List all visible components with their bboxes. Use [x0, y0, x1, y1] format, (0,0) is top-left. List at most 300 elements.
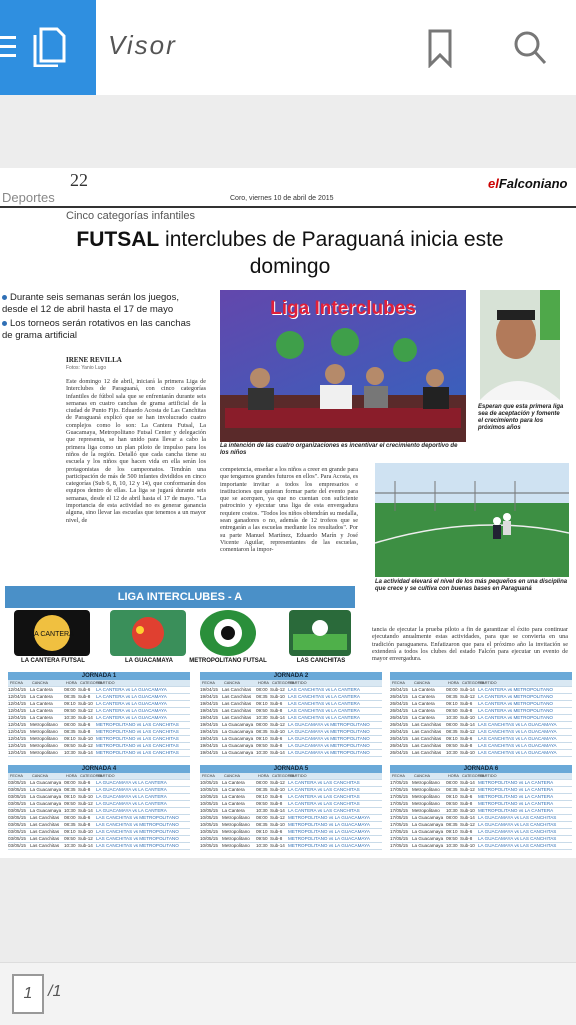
table-cell: La Cantera	[222, 780, 245, 785]
table-cell: 19/04/15	[200, 701, 218, 706]
table-row	[390, 801, 572, 808]
menu-icon[interactable]	[0, 36, 16, 58]
table-cell: Sub-12	[460, 729, 475, 734]
table-cell: Sub-10	[78, 701, 93, 706]
article-headline: FUTSAL interclubes de Paraguaná inicia este domingo	[76, 228, 504, 278]
table-row	[200, 780, 382, 787]
table-cell: LA CANTERA vs LA GUACAMAYA	[96, 708, 167, 713]
table-cell: Sub-10	[78, 794, 93, 799]
table-cell: 10/05/15	[200, 836, 218, 841]
schedule-title: JORNADA 5	[200, 765, 382, 773]
table-cell: Metropolitano	[412, 801, 440, 806]
table-cell: 17/05/15	[390, 780, 408, 785]
table-cell: 09:10	[64, 829, 76, 834]
table-cell: 09:50	[256, 836, 268, 841]
table-cell: La Cantera	[412, 708, 435, 713]
table-cell: Sub-10	[460, 750, 475, 755]
table-cell: 09:10	[256, 829, 268, 834]
table-cell: Sub-12	[78, 801, 93, 806]
table-row	[390, 750, 572, 757]
table-cell: 08:00	[64, 780, 76, 785]
table-row	[8, 822, 190, 829]
table-cell: Sub-14	[78, 808, 93, 813]
table-cell: La Cantera	[222, 794, 245, 799]
table-cell: Sub-6	[78, 780, 91, 785]
table-cell: 03/05/15	[8, 794, 26, 799]
schedule-table	[390, 765, 572, 850]
table-cell: Sub-14	[270, 750, 285, 755]
table-cell: 12/04/15	[8, 736, 26, 741]
table-cell: 10:30	[446, 843, 458, 848]
table-cell: METROPOLITANO vs LA GUACAMAYA	[288, 815, 370, 820]
table-cell: Sub-14	[270, 715, 285, 720]
table-cell: 12/04/15	[8, 687, 26, 692]
newspaper-logo: elFalconiano	[488, 176, 568, 191]
table-cell: 03/05/15	[8, 829, 26, 834]
table-cell: 12/04/15	[8, 694, 26, 699]
table-cell: La Cantera	[412, 701, 435, 706]
table-cell: Sub-6	[270, 701, 283, 706]
table-cell: LA CANTERA vs METROPOLITANO	[478, 687, 553, 692]
table-cell: Sub-12	[78, 743, 93, 748]
table-row	[390, 780, 572, 787]
table-cell: 09:50	[64, 743, 76, 748]
table-cell: Las Canchitas	[222, 694, 252, 699]
table-cell: LAS CANCHITAS vs LA GUACAMAYA	[478, 736, 557, 741]
table-cell: Sub-8	[460, 801, 473, 806]
table-cell: LA CANTERA vs LA GUACAMAYA	[96, 694, 167, 699]
banner-text: Liga Interclubes	[270, 298, 416, 319]
column-header: PARTIDO	[290, 774, 307, 778]
table-cell: La Guacamaya	[412, 829, 444, 834]
schedule-table	[8, 765, 190, 850]
table-cell: 26/04/15	[390, 729, 408, 734]
table-row	[8, 801, 190, 808]
table-row	[8, 701, 190, 708]
app-toolbar	[0, 0, 576, 96]
table-row	[200, 722, 382, 729]
table-cell: 19/04/15	[200, 694, 218, 699]
table-cell: 09:50	[256, 708, 268, 713]
photo-caption: La intención de las cuatro organizaciones es incentivar el crecimiento deportivo de los niños	[220, 443, 458, 456]
table-cell: 09:10	[446, 736, 458, 741]
table-cell: 26/04/15	[390, 722, 408, 727]
table-cell: 08:00	[256, 687, 268, 692]
table-cell: LA CANTERA vs LAS CANCHITAS	[288, 780, 360, 785]
table-cell: 08:00	[446, 780, 458, 785]
table-cell: Metropolitano	[30, 736, 58, 741]
table-cell: LA CANTERA vs LA GUACAMAYA	[96, 701, 167, 706]
table-cell: LA GUACAMAYA vs LAS CANCHITAS	[478, 843, 557, 848]
table-row	[8, 843, 190, 850]
table-cell: LA CANTERA vs METROPOLITANO	[478, 715, 553, 720]
table-cell: Sub-10	[270, 822, 285, 827]
table-cell: 26/04/15	[390, 743, 408, 748]
table-cell: 09:50	[446, 801, 458, 806]
table-row	[390, 729, 572, 736]
table-cell: La Guacamaya	[412, 836, 444, 841]
team-name: LA CANTERA FUTSAL	[21, 658, 85, 664]
table-cell: 19/04/15	[200, 708, 218, 713]
schedule-title: JORNADA 2	[200, 672, 382, 680]
table-cell: 08:35	[256, 787, 268, 792]
table-cell: Metropolitano	[30, 722, 58, 727]
table-cell: 08:00	[256, 780, 268, 785]
table-cell: LA CANTERA vs METROPOLITANO	[478, 701, 553, 706]
table-cell: LA CANTERA vs METROPOLITANO	[478, 694, 553, 699]
table-cell: Las Canchitas	[222, 701, 252, 706]
table-cell: 08:00	[446, 687, 458, 692]
table-cell: Sub-8	[270, 801, 283, 806]
table-cell: 10:30	[446, 808, 458, 813]
column-header: HORA	[448, 774, 459, 778]
issue-date: Coro, viernes 10 de abril de 2015	[230, 195, 334, 202]
table-cell: LA GUACAMAYA vs LA CANTERA	[96, 801, 167, 806]
table-cell: 19/04/15	[200, 722, 218, 727]
table-cell: METROPOLITANO vs LAS CANCHITAS	[96, 722, 179, 727]
table-cell: 26/04/15	[390, 736, 408, 741]
table-row	[200, 743, 382, 750]
table-cell: METROPOLITANO vs LAS CANCHITAS	[96, 729, 179, 734]
table-cell: 09:50	[64, 708, 76, 713]
table-cell: 10:30	[64, 808, 76, 813]
table-cell: Metropolitano	[222, 836, 250, 841]
section-name: Deportes	[2, 190, 55, 205]
table-cell: 17/05/15	[390, 794, 408, 799]
app-title: Visor	[108, 30, 177, 60]
table-cell: Sub-8	[78, 729, 91, 734]
table-cell: 09:50	[64, 836, 76, 841]
table-cell: Sub-8	[460, 836, 473, 841]
table-cell: LA GUACAMAYA vs LA CANTERA	[96, 794, 167, 799]
table-row	[8, 729, 190, 736]
table-cell: LAS CANCHITAS vs METROPOLITANO	[96, 829, 179, 834]
table-cell: Sub-6	[78, 815, 91, 820]
table-cell: 08:35	[446, 694, 458, 699]
portrait-photo	[480, 290, 560, 400]
schedule-title: JORNADA 6	[390, 765, 572, 773]
table-cell: La Guacamaya	[222, 736, 254, 741]
table-cell: Sub-6	[460, 829, 473, 834]
table-cell: LA GUACAMAYA vs METROPOLITANO	[288, 750, 370, 755]
table-cell: Sub-12	[270, 815, 285, 820]
table-cell: METROPOLITANO vs LA CANTERA	[478, 801, 554, 806]
table-row	[200, 787, 382, 794]
highlight-item: Durante seis semanas serán los juegos, desde el 12 de abril hasta el 17 de mayo	[2, 292, 179, 315]
column-header: CANCHA	[414, 681, 431, 685]
table-cell: LAS CANCHITAS vs LA CANTERA	[288, 701, 360, 706]
column-header: PARTIDO	[98, 774, 115, 778]
schedule-table	[200, 672, 382, 757]
table-cell: 09:50	[446, 836, 458, 841]
table-row	[200, 694, 382, 701]
table-cell: 19/04/15	[200, 743, 218, 748]
table-cell: 08:00	[64, 815, 76, 820]
table-cell: Sub-14	[78, 750, 93, 755]
column-header: CATEGORIA	[80, 681, 103, 685]
table-cell: 08:00	[446, 815, 458, 820]
table-row	[200, 701, 382, 708]
table-cell: 17/05/15	[390, 808, 408, 813]
photo-caption: La actividad elevará el nivel de los más pequeños en una disciplina que crece y se cultiva con buenas bases en Paraguaná	[375, 579, 568, 592]
table-cell: 10:30	[256, 808, 268, 813]
table-cell: Sub-14	[460, 722, 475, 727]
document-icon[interactable]	[32, 27, 66, 67]
table-cell: METROPOLITANO vs LA GUACAMAYA	[288, 829, 370, 834]
table-cell: La Guacamaya	[222, 743, 254, 748]
table-cell: LAS CANCHITAS vs LA GUACAMAYA	[478, 722, 557, 727]
table-row	[8, 750, 190, 757]
table-cell: Sub-10	[460, 808, 475, 813]
table-cell: 08:35	[256, 729, 268, 734]
table-cell: Sub-6	[460, 701, 473, 706]
table-cell: LA GUACAMAYA vs METROPOLITANO	[288, 743, 370, 748]
table-cell: 10/05/15	[200, 822, 218, 827]
table-cell: La Guacamaya	[30, 794, 62, 799]
page-navigation-bar	[0, 962, 576, 1025]
table-cell: La Guacamaya	[30, 801, 62, 806]
column-header: HORA	[66, 681, 77, 685]
table-row	[8, 722, 190, 729]
table-cell: Sub-6	[460, 736, 473, 741]
table-cell: Sub-10	[270, 694, 285, 699]
table-cell: Las Canchitas	[30, 843, 60, 848]
table-cell: Metropolitano	[30, 729, 58, 734]
article-highlights	[2, 292, 202, 344]
table-cell: La Guacamaya	[412, 822, 444, 827]
table-cell: 17/05/15	[390, 787, 408, 792]
table-cell: Las Canchitas	[30, 815, 60, 820]
table-cell: Sub-12	[270, 722, 285, 727]
team-name: LA GUACAMAYA	[124, 658, 173, 664]
table-row	[200, 801, 382, 808]
table-cell: 08:00	[256, 815, 268, 820]
svg-text:LA CANTERA: LA CANTERA	[30, 631, 74, 638]
table-cell: 17/05/15	[390, 815, 408, 820]
team-name: LAS CANCHITAS	[296, 658, 346, 664]
table-cell: 10/05/15	[200, 815, 218, 820]
table-cell: METROPOLITANO vs LAS CANCHITAS	[96, 743, 179, 748]
table-cell: 10:30	[64, 750, 76, 755]
table-cell: Sub-6	[460, 794, 473, 799]
table-cell: Sub-8	[78, 822, 91, 827]
viewer-background	[0, 95, 576, 168]
table-cell: 10/05/15	[200, 787, 218, 792]
column-header: CANCHA	[32, 774, 49, 778]
table-cell: 19/04/15	[200, 736, 218, 741]
table-cell: La Cantera	[30, 687, 53, 692]
table-cell: 10/05/15	[200, 808, 218, 813]
table-row	[8, 808, 190, 815]
current-page-input[interactable]: 1	[12, 974, 44, 1014]
table-cell: Sub-6	[270, 829, 283, 834]
table-row	[390, 722, 572, 729]
table-cell: Sub-14	[460, 780, 475, 785]
table-cell: Sub-12	[270, 687, 285, 692]
table-cell: Sub-6	[270, 736, 283, 741]
table-cell: Las Canchitas	[412, 736, 442, 741]
table-cell: La Guacamaya	[222, 729, 254, 734]
table-cell: 09:10	[256, 794, 268, 799]
table-row	[200, 836, 382, 843]
table-cell: 19/04/15	[200, 715, 218, 720]
column-header: FECHA	[202, 774, 215, 778]
column-header: FECHA	[392, 681, 405, 685]
table-row	[8, 736, 190, 743]
schedule-header	[8, 680, 190, 687]
table-cell: Sub-8	[270, 743, 283, 748]
table-cell: 03/05/15	[8, 801, 26, 806]
table-cell: Sub-14	[460, 687, 475, 692]
team-name: METROPOLITANO FUTSAL	[189, 658, 267, 664]
table-row	[200, 750, 382, 757]
table-row	[200, 808, 382, 815]
table-cell: LA CANTERA vs LAS CANCHITAS	[288, 787, 360, 792]
table-cell: La Guacamaya	[222, 722, 254, 727]
table-cell: 08:35	[64, 694, 76, 699]
table-cell: 03/05/15	[8, 822, 26, 827]
schedule-header	[200, 773, 382, 780]
table-cell: 10/05/15	[200, 794, 218, 799]
table-cell: LA GUACAMAYA vs LA CANTERA	[96, 787, 167, 792]
table-cell: 17/05/15	[390, 822, 408, 827]
table-cell: Metropolitano	[222, 822, 250, 827]
table-row	[390, 743, 572, 750]
table-cell: La Guacamaya	[412, 815, 444, 820]
table-row	[8, 794, 190, 801]
table-cell: Sub-8	[78, 787, 91, 792]
table-cell: LA GUACAMAYA vs METROPOLITANO	[288, 722, 370, 727]
column-header: FECHA	[10, 774, 23, 778]
table-cell: LA GUACAMAYA vs LA CANTERA	[96, 780, 167, 785]
table-row	[8, 836, 190, 843]
table-cell: Las Canchitas	[30, 829, 60, 834]
table-cell: LAS CANCHITAS vs METROPOLITANO	[96, 815, 179, 820]
table-row	[200, 729, 382, 736]
table-cell: LA GUACAMAYA vs METROPOLITANO	[288, 729, 370, 734]
column-header: PARTIDO	[480, 774, 497, 778]
search-icon[interactable]	[512, 28, 548, 68]
table-cell: 09:10	[64, 794, 76, 799]
table-cell: 03/05/15	[8, 780, 26, 785]
table-cell: Sub-12	[460, 694, 475, 699]
table-cell: Metropolitano	[412, 780, 440, 785]
table-cell: 03/05/15	[8, 815, 26, 820]
schedule-header	[390, 773, 572, 780]
schedule-title: JORNADA 1	[8, 672, 190, 680]
table-cell: METROPOLITANO vs LA CANTERA	[478, 808, 554, 813]
author: IRENE REVILLA	[66, 356, 122, 364]
table-cell: La Cantera	[412, 687, 435, 692]
table-row	[390, 708, 572, 715]
table-cell: METROPOLITANO vs LA GUACAMAYA	[288, 836, 370, 841]
table-cell: Sub-6	[78, 687, 91, 692]
table-cell: Sub-6	[78, 722, 91, 727]
toolbar-left-panel	[0, 0, 96, 95]
table-cell: Sub-12	[460, 822, 475, 827]
bookmark-icon[interactable]	[427, 28, 453, 68]
table-cell: 08:35	[64, 787, 76, 792]
table-cell: LA GUACAMAYA vs LA CANTERA	[96, 808, 167, 813]
table-cell: LAS CANCHITAS vs LA GUACAMAYA	[478, 750, 557, 755]
table-cell: La Cantera	[30, 701, 53, 706]
table-cell: 08:35	[446, 822, 458, 827]
table-cell: 03/05/15	[8, 843, 26, 848]
table-row	[8, 815, 190, 822]
table-row	[390, 694, 572, 701]
table-cell: 10:30	[256, 715, 268, 720]
column-header: FECHA	[202, 681, 215, 685]
table-row	[8, 687, 190, 694]
table-row	[8, 715, 190, 722]
table-cell: La Cantera	[412, 715, 435, 720]
table-cell: METROPOLITANO vs LA GUACAMAYA	[288, 843, 370, 848]
table-cell: 08:35	[256, 694, 268, 699]
table-cell: 09:50	[446, 708, 458, 713]
table-cell: 17/05/15	[390, 843, 408, 848]
team-logo-las-canchitas	[289, 610, 351, 656]
table-cell: Metropolitano	[222, 815, 250, 820]
schedule-header	[8, 773, 190, 780]
table-cell: Metropolitano	[30, 750, 58, 755]
table-cell: 26/04/15	[390, 715, 408, 720]
table-cell: 08:00	[64, 687, 76, 692]
table-cell: Sub-12	[78, 836, 93, 841]
newspaper-page[interactable]	[0, 168, 576, 858]
table-cell: 26/04/15	[390, 750, 408, 755]
article-column-2: competencia, enseñar a los niños a creer en grande para que tengamos grandes futuros en ellos". Para Acosta, es importante invitar a todos los empresarios e instituciones que quieran formar parte del evento para que se acerquen, ya que no cuentan con suficiente patrocinio y ejecutar una liga de esta envergadura requiere costos. "Todos los niños obtendrán su medalla, sean ganadores o no, además de 12 trofeos que se entregarán a las escuelas mediante los resultados". Por su parte Manuel Martínez, Eduardo Marín y José Vicente Aguilar, representantes de las escuelas, comentaron la impor-	[220, 466, 358, 554]
table-cell: 17/05/15	[390, 829, 408, 834]
table-cell: 03/05/15	[8, 836, 26, 841]
table-cell: Las Canchitas	[222, 715, 252, 720]
table-cell: LA CANTERA vs METROPOLITANO	[478, 708, 553, 713]
table-cell: Las Canchitas	[412, 722, 442, 727]
table-row	[390, 815, 572, 822]
table-cell: 12/04/15	[8, 743, 26, 748]
schedule-title	[390, 672, 572, 680]
table-cell: Metropolitano	[412, 794, 440, 799]
table-cell: Sub-12	[460, 787, 475, 792]
team-logo-metropolitano	[200, 610, 256, 656]
table-cell: Las Canchitas	[412, 743, 442, 748]
table-cell: La Guacamaya	[30, 780, 62, 785]
table-cell: LA GUACAMAYA vs LAS CANCHITAS	[478, 822, 557, 827]
table-cell: 10/05/15	[200, 843, 218, 848]
table-cell: Sub-14	[270, 808, 285, 813]
table-cell: LAS CANCHITAS vs LA CANTERA	[288, 687, 360, 692]
table-cell: 12/04/15	[8, 701, 26, 706]
table-cell: 10/05/15	[200, 829, 218, 834]
schedule-header	[390, 680, 572, 687]
table-cell: LA CANTERA vs LAS CANCHITAS	[288, 808, 360, 813]
press-conference-photo	[220, 290, 466, 442]
table-row	[200, 687, 382, 694]
table-cell: 09:10	[64, 701, 76, 706]
table-cell: Sub-8	[270, 836, 283, 841]
table-cell: LA GUACAMAYA vs LAS CANCHITAS	[478, 815, 557, 820]
table-cell: 10:30	[256, 843, 268, 848]
table-row	[200, 815, 382, 822]
table-cell: 12/04/15	[8, 729, 26, 734]
table-cell: 26/04/15	[390, 687, 408, 692]
table-cell: 10:30	[446, 750, 458, 755]
table-cell: LA GUACAMAYA vs METROPOLITANO	[288, 736, 370, 741]
bullet-icon	[2, 295, 7, 300]
table-cell: METROPOLITANO vs LAS CANCHITAS	[96, 750, 179, 755]
table-cell: 12/04/15	[8, 750, 26, 755]
photo-caption: Esperan que esta primera liga sea de aceptación y fomente el crecimiento para los próximos años	[478, 404, 564, 431]
schedule-table	[8, 672, 190, 757]
